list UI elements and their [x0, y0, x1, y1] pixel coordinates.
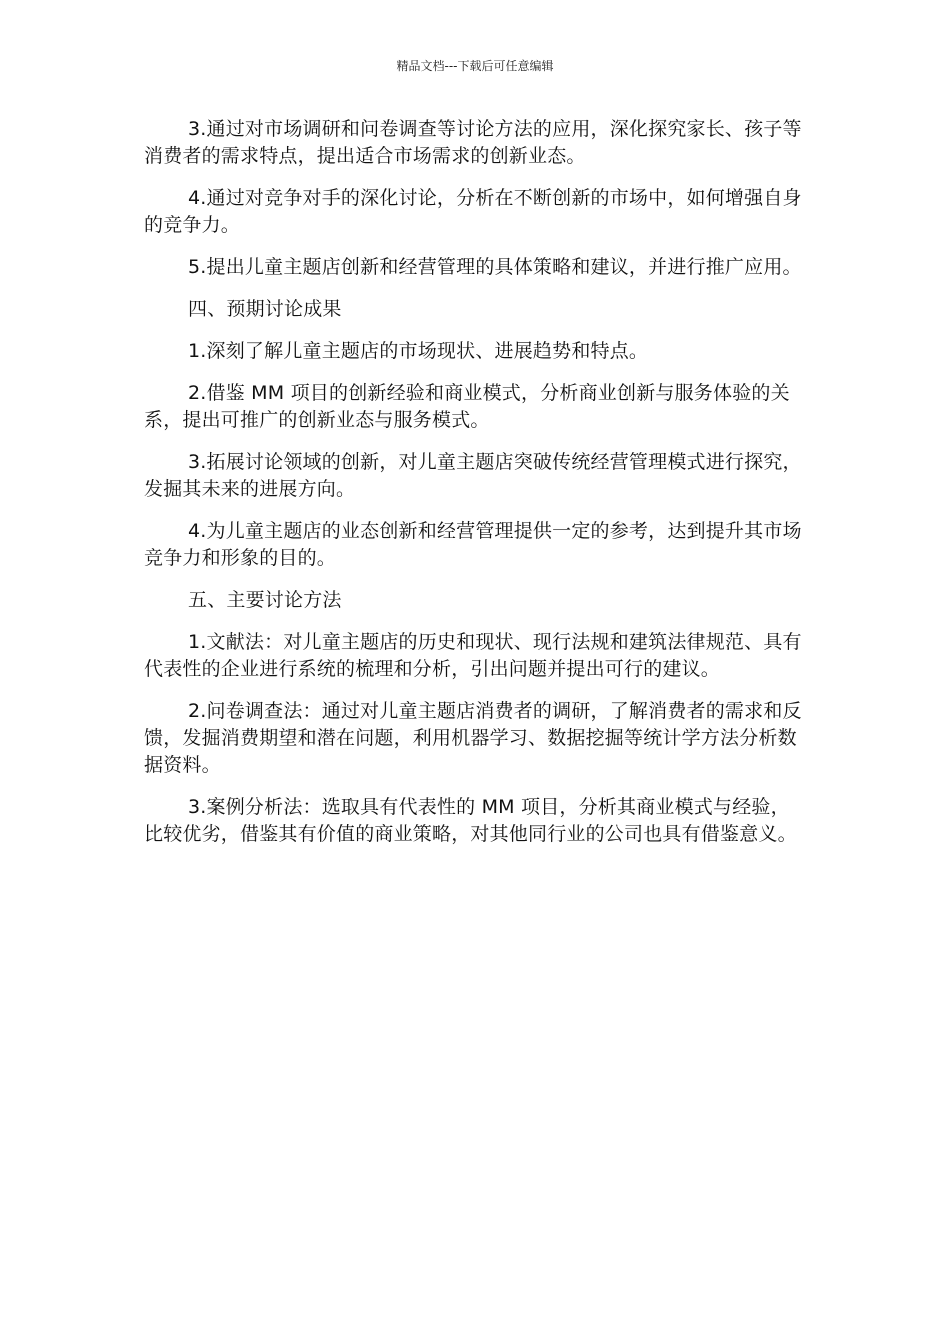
paragraph-result-1: 1.深刻了解儿童主题店的市场现状、进展趋势和特点。	[188, 340, 649, 362]
paragraph-method-1: 1.文献法：对儿童主题店的历史和现状、现行法规和建筑法律规范、具有代表性的企业进行系统的梳理和分析，引出问题并提出可行的建议。	[144, 631, 802, 680]
paragraph-result-2: 2.借鉴 MM 项目的创新经验和商业模式，分析商业创新与服务体验的关系，提出可推广的创新业态与服务模式。	[144, 382, 790, 431]
section-heading-expected-results: 四、预期讨论成果	[188, 298, 342, 320]
paragraph-method-2: 2.问卷调查法：通过对儿童主题店消费者的调研，了解消费者的需求和反馈，发掘消费期望和潜在问题，利用机器学习、数据挖掘等统计学方法分析数据资料。	[144, 700, 802, 776]
paragraph-result-3: 3.拓展讨论领域的创新，对儿童主题店突破传统经营管理模式进行探究，发掘其未来的进展方向。	[144, 451, 802, 500]
paragraph-method-3: 3.案例分析法：选取具有代表性的 MM 项目，分析其商业模式与经验，比较优劣，借鉴其有价值的商业策略，对其他同行业的公司也具有借鉴意义。	[144, 796, 797, 845]
document-body	[144, 116, 804, 863]
paragraph-goal-4: 4.通过对竞争对手的深化讨论，分析在不断创新的市场中，如何增强自身的竞争力。	[144, 187, 802, 236]
page-header: 精品文档---下载后可任意编辑	[396, 59, 554, 73]
paragraph-result-4: 4.为儿童主题店的业态创新和经营管理提供一定的参考，达到提升其市场竞争力和形象的目的。	[144, 520, 802, 569]
paragraph-goal-3: 3.通过对市场调研和问卷调查等讨论方法的应用，深化探究家长、孩子等消费者的需求特点，提出适合市场需求的创新业态。	[144, 118, 802, 167]
paragraph-goal-5: 5.提出儿童主题店创新和经营管理的具体策略和建议，并进行推广应用。	[188, 256, 802, 278]
section-heading-methods: 五、主要讨论方法	[188, 589, 342, 611]
